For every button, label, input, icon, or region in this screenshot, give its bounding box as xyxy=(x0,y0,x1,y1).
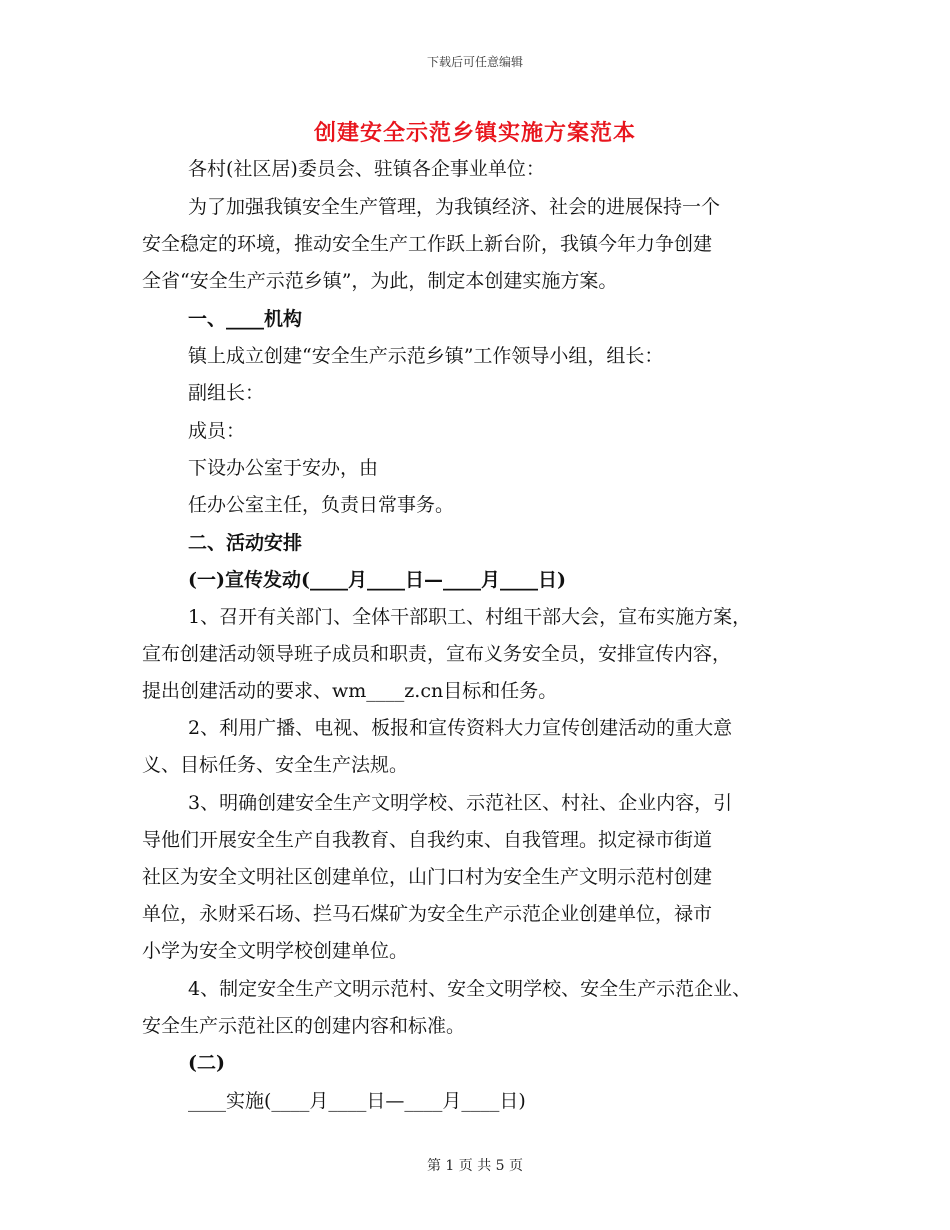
paragraph-line: 3、明确创建安全生产文明学校、示范社区、村社、企业内容，引 xyxy=(188,792,733,814)
paragraph-line: 安全生产示范社区的创建内容和标准。 xyxy=(142,1015,466,1037)
paragraph-line: 下设办公室于安办，由 xyxy=(188,457,379,479)
paragraph-line: 副组长： xyxy=(188,382,265,404)
paragraph-line: 社区为安全文明社区创建单位，山门口村为安全生产文明示范村创建 xyxy=(142,866,713,888)
paragraph-line: 全省“安全生产示范乡镇”，为此，制定本创建实施方案。 xyxy=(142,270,618,292)
paragraph-line: 单位，永财采石场、拦马石煤矿为安全生产示范企业创建单位，禄市 xyxy=(142,903,713,925)
paragraph-line: 成员： xyxy=(188,420,246,442)
section-heading: 二、活动安排 xyxy=(188,532,303,554)
subsection-heading: (一)宣传发动(____月____日—____月____日) xyxy=(188,569,566,591)
paragraph-line: 宣布创建活动领导班子成员和职责，宣布义务安全员，安排宣传内容， xyxy=(142,643,732,665)
paragraph-line: 小学为安全文明学校创建单位。 xyxy=(142,940,409,962)
paragraph-line: 安全稳定的环境，推动安全生产工作跃上新台阶，我镇今年力争创建 xyxy=(142,233,713,255)
salutation: 各村(社区居)委员会、驻镇各企事业单位： xyxy=(188,158,545,180)
paragraph-line: 导他们开展安全生产自我教育、自我约束、自我管理。拟定禄市街道 xyxy=(142,829,713,851)
paragraph-line: 任办公室主任，负责日常事务。 xyxy=(188,494,455,516)
paragraph-line: 义、目标任务、安全生产法规。 xyxy=(142,754,409,776)
paragraph-line: 1、召开有关部门、全体干部职工、村组干部大会，宣布实施方案， xyxy=(188,606,752,628)
paragraph-line: ____实施(____月____日—____月____日) xyxy=(188,1090,526,1112)
paragraph-line: 4、制定安全生产文明示范村、安全文明学校、安全生产示范企业、 xyxy=(188,978,752,1000)
section-heading: 一、____机构 xyxy=(188,308,303,330)
paragraph-line: 为了加强我镇安全生产管理，为我镇经济、社会的进展保持一个 xyxy=(188,196,721,218)
paragraph-line: 镇上成立创建“安全生产示范乡镇”工作领导小组，组长： xyxy=(188,345,664,367)
document-title: 创建安全示范乡镇实施方案范本 xyxy=(313,120,636,146)
subsection-heading: (二) xyxy=(188,1052,225,1074)
page-footer: 第 1 页 共 5 页 xyxy=(426,1158,524,1174)
page-header: 下载后可任意编辑 xyxy=(426,55,523,69)
paragraph-line: 2、利用广播、电视、板报和宣传资料大力宣传创建活动的重大意 xyxy=(188,717,733,739)
paragraph-line: 提出创建活动的要求、wm____z.cn目标和任务。 xyxy=(142,680,558,702)
